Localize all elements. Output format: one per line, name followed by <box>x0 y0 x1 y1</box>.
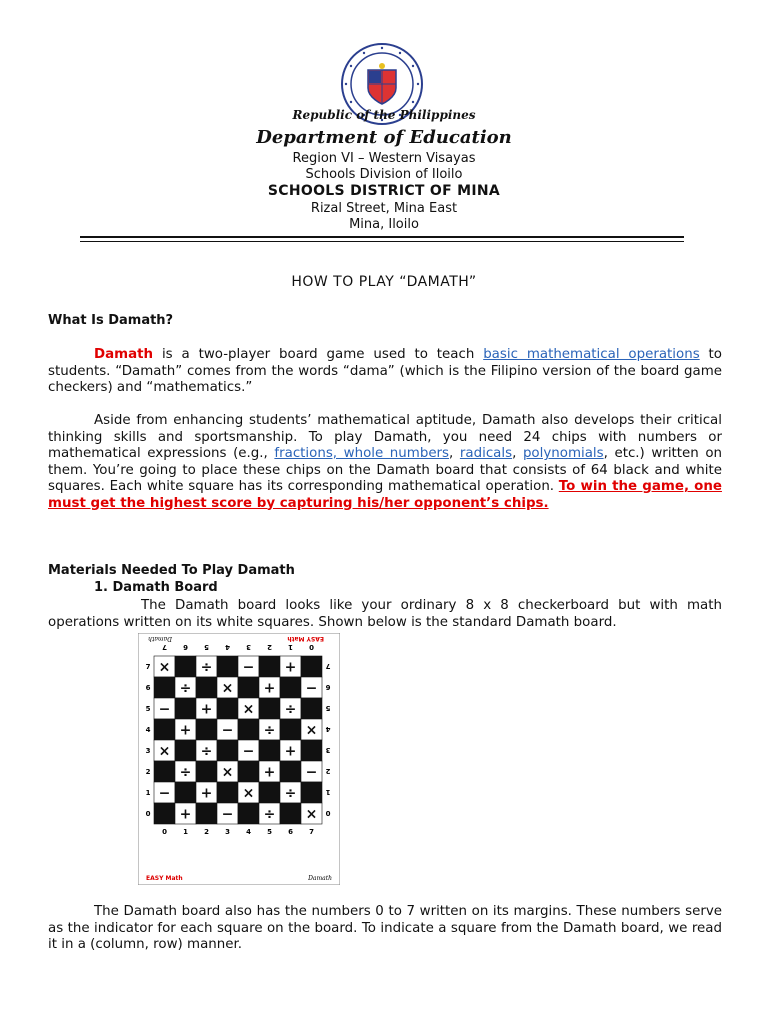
board-operation: − <box>242 659 255 676</box>
text-run: , <box>449 446 460 461</box>
board-operation: ÷ <box>200 743 213 760</box>
section-heading-what-is: What Is Damath? <box>48 313 174 328</box>
board-row-label: 2 <box>145 768 151 776</box>
board-operation: + <box>179 806 192 823</box>
text-run: is a two-player board game used to teach <box>153 347 484 362</box>
board-column-label-top: 4 <box>225 643 230 651</box>
board-square-black <box>175 656 196 677</box>
board-operation: × <box>221 764 234 781</box>
board-square-black <box>217 698 238 719</box>
board-row-label: 0 <box>145 810 151 818</box>
board-operation: × <box>221 680 234 697</box>
board-square-black <box>280 803 301 824</box>
board-brand-left: EASY Math <box>146 875 183 882</box>
board-brand-right: Damath <box>308 875 332 882</box>
board-square-black <box>175 740 196 761</box>
board-row-label: 7 <box>145 663 151 671</box>
paragraph-board-desc: The Damath board looks like your ordinary 8 x 8 checkerboard but with math operations written on its white squares. Shown below is the standard Damath board. <box>48 598 722 630</box>
header-divider-thick <box>80 236 684 238</box>
paragraph-board-margins: The Damath board also has the numbers 0 to 7 written on its margins. These numbers serve as the indicator for each square on the board. To indicate a square from the Damath board, we read it in a (column, row) manner. <box>48 904 722 952</box>
board-operation: − <box>305 764 318 781</box>
board-column-label: 1 <box>183 828 188 836</box>
board-row-label: 6 <box>145 684 151 692</box>
board-row-label: 4 <box>145 726 151 734</box>
damath-term: Damath <box>94 347 154 362</box>
text-run: , etc.) written on them. You’re going to place these chips on the Damath board that consists of 64 black and white squares. Each white square has its corresponding mathematical operation. <box>48 446 723 494</box>
board-operation: ÷ <box>263 806 276 823</box>
list-item-damath-board: 1. Damath Board <box>94 580 218 595</box>
board-square-black <box>196 803 217 824</box>
board-square-black <box>154 761 175 782</box>
board-row-label-right: 4 <box>325 725 331 733</box>
board-square-black <box>196 761 217 782</box>
board-column-label: 2 <box>204 828 209 836</box>
board-column-label-top: 0 <box>309 643 314 651</box>
board-operation: × <box>305 722 318 739</box>
board-column-label: 5 <box>267 828 272 836</box>
board-operation: − <box>221 722 234 739</box>
board-operation: + <box>200 701 213 718</box>
board-row-label-right: 6 <box>325 683 331 691</box>
board-brand-left-top: EASY Math <box>287 635 324 642</box>
board-square-black <box>217 656 238 677</box>
board-square-black <box>154 803 175 824</box>
board-square-black <box>154 677 175 698</box>
board-column-label: 4 <box>246 828 251 836</box>
text-run: to students. “Damath” comes from the words “dama” (which is the Filipino version of the board game checkers) and “mathematics.” <box>48 347 722 395</box>
board-operation: × <box>242 785 255 802</box>
board-operation: × <box>158 659 171 676</box>
board-square-black <box>238 803 259 824</box>
board-square-black <box>217 740 238 761</box>
header-divider-thin <box>80 241 684 242</box>
board-brand-right-top: Damath <box>148 635 172 642</box>
board-operation: + <box>263 764 276 781</box>
board-column-label-top: 2 <box>267 643 272 651</box>
division-label: Schools Division of Iloilo <box>305 167 463 182</box>
board-operation: ÷ <box>179 764 192 781</box>
board-square-black <box>280 719 301 740</box>
board-operation: + <box>284 743 297 760</box>
board-row-label-right: 7 <box>325 662 331 670</box>
republic-label: Republic of the Philippines <box>292 108 476 122</box>
board-column-label-top: 7 <box>162 643 167 651</box>
board-operation: ÷ <box>179 680 192 697</box>
board-operation: + <box>284 659 297 676</box>
board-square-black <box>238 677 259 698</box>
board-column-label: 0 <box>162 828 167 836</box>
board-row-label: 5 <box>145 705 151 713</box>
board-column-label: 7 <box>309 828 314 836</box>
board-operation: ÷ <box>200 659 213 676</box>
board-column-label-top: 1 <box>288 643 293 651</box>
board-row-label: 1 <box>145 789 151 797</box>
board-square-black <box>301 656 322 677</box>
board-operation: + <box>263 680 276 697</box>
page-title: HOW TO PLAY “DAMATH” <box>291 274 477 290</box>
board-operation: − <box>221 806 234 823</box>
board-column-label: 6 <box>288 828 293 836</box>
board-row-label-right: 5 <box>325 704 331 712</box>
region-label: Region VI – Western Visayas <box>292 151 476 166</box>
board-operation: × <box>158 743 171 760</box>
board-square-black <box>301 740 322 761</box>
board-row-label-right: 3 <box>325 746 331 754</box>
board-operation: − <box>158 785 171 802</box>
board-row-label-right: 2 <box>325 767 331 775</box>
board-square-black <box>259 698 280 719</box>
board-column-label-top: 3 <box>246 643 251 651</box>
board-column-label-top: 6 <box>183 643 188 651</box>
board-square-black <box>280 761 301 782</box>
win-condition-emphasis: To win the game, one must get the highest score by capturing his/her opponent’s chips. <box>48 479 722 511</box>
board-square-black <box>217 782 238 803</box>
board-square-black <box>196 677 217 698</box>
damath-board-image <box>138 633 340 885</box>
board-square-black <box>154 719 175 740</box>
link-radicals[interactable]: radicals <box>459 446 513 461</box>
link-fractions-whole-numbers[interactable]: fractions, whole numbers <box>274 446 450 461</box>
section-heading-materials: Materials Needed To Play Damath <box>48 563 295 578</box>
board-square-black <box>259 782 280 803</box>
board-column-label-top: 5 <box>204 643 209 651</box>
board-row-label: 3 <box>145 747 151 755</box>
board-operation: − <box>305 680 318 697</box>
text-run: Aside from enhancing students’ mathematical aptitude, Damath also develops their critical thinking skills and sportsmanship. To play Damath, you need 24 chips with numbers or mathematical expressions (e.g., <box>48 413 722 461</box>
board-operation: + <box>179 722 192 739</box>
board-row-label-right: 1 <box>325 788 331 796</box>
link-basic-operations[interactable]: basic mathematical operations <box>483 347 700 362</box>
board-square-black <box>301 698 322 719</box>
paragraph-benefits <box>48 413 722 512</box>
board-square-black <box>259 656 280 677</box>
board-operation: × <box>305 806 318 823</box>
district-label: SCHOOLS DISTRICT OF MINA <box>267 183 501 199</box>
board-operation: ÷ <box>284 701 297 718</box>
board-operation: × <box>242 701 255 718</box>
board-row-label-right: 0 <box>325 809 331 817</box>
board-column-label: 3 <box>225 828 230 836</box>
board-square-black <box>196 719 217 740</box>
board-operation: + <box>200 785 213 802</box>
link-polynomials[interactable]: polynomials <box>522 446 604 461</box>
board-square-black <box>238 719 259 740</box>
board-square-black <box>238 761 259 782</box>
town-label: Mina, Iloilo <box>349 217 419 232</box>
board-square-black <box>175 698 196 719</box>
board-operation: ÷ <box>263 722 276 739</box>
board-square-black <box>301 782 322 803</box>
board-square-black <box>175 782 196 803</box>
board-square-black <box>259 740 280 761</box>
board-operation: − <box>158 701 171 718</box>
board-operation: ÷ <box>284 785 297 802</box>
street-label: Rizal Street, Mina East <box>310 201 458 216</box>
paragraph-intro <box>48 347 722 397</box>
board-operation: − <box>242 743 255 760</box>
board-square-black <box>280 677 301 698</box>
text-run: , <box>512 446 523 461</box>
department-label: Department of Education <box>256 127 512 148</box>
